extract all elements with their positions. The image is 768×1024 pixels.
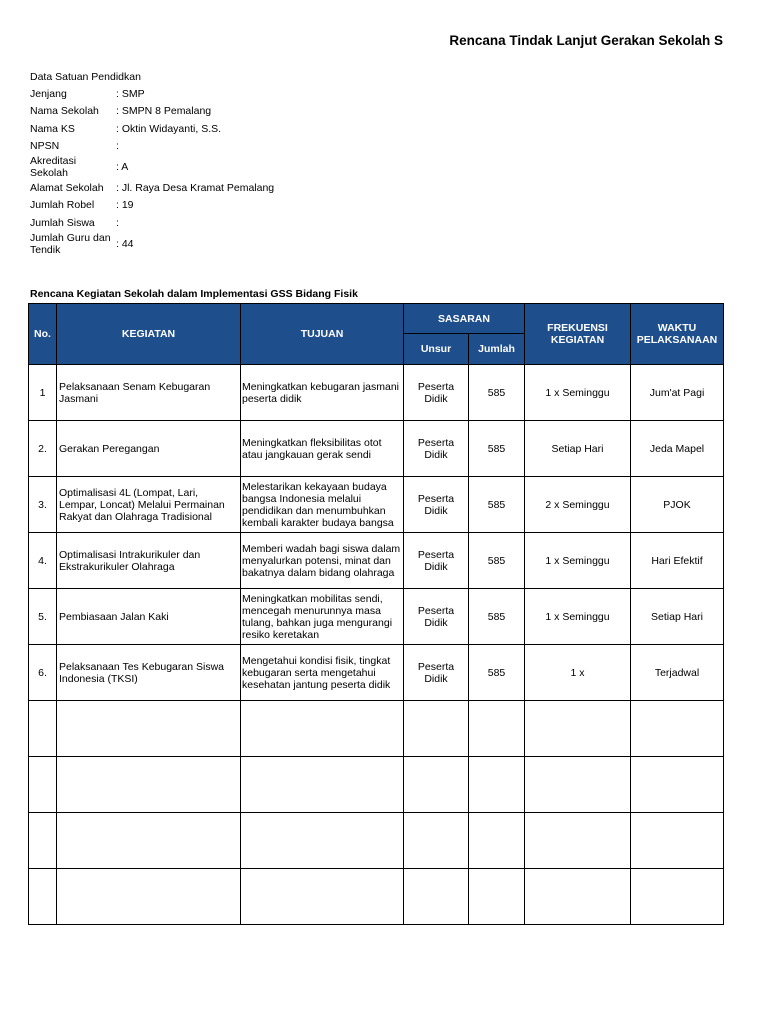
cell-waktu: Terjadwal xyxy=(631,645,724,701)
cell-jumlah: 585 xyxy=(469,421,525,477)
cell-frekuensi: 1 x xyxy=(525,645,631,701)
info-value: : Oktin Widayanti, S.S. xyxy=(116,122,222,135)
cell-kegiatan: Gerakan Peregangan xyxy=(57,421,241,477)
cell-jumlah: 585 xyxy=(469,533,525,589)
table-row xyxy=(29,869,724,925)
header-jumlah: Jumlah xyxy=(469,334,525,365)
header-sasaran: SASARAN xyxy=(404,304,525,334)
cell-waktu xyxy=(631,869,724,925)
info-value: : 44 xyxy=(116,237,134,250)
info-label: Akreditasi Sekolah xyxy=(30,155,77,179)
info-row-jumlah-guru xyxy=(30,232,530,256)
cell-no: 4. xyxy=(29,533,57,589)
cell-tujuan xyxy=(241,869,404,925)
cell-unsur xyxy=(404,757,469,813)
cell-tujuan: Meningkatkan mobilitas sendi, mencegah menurunnya masa tulang, bahkan juga mengurangi resiko keretakan xyxy=(241,589,404,645)
info-label: Jumlah Siswa xyxy=(30,216,95,229)
table-body xyxy=(29,365,724,925)
cell-waktu xyxy=(631,813,724,869)
cell-frekuensi xyxy=(525,813,631,869)
info-value: : xyxy=(116,216,119,229)
cell-no: 3. xyxy=(29,477,57,533)
cell-unsur: Peserta Didik xyxy=(404,365,469,421)
cell-tujuan: Memberi wadah bagi siswa dalam menyalurkan potensi, minat dan bakatnya dalam bidang olahraga xyxy=(241,533,404,589)
school-info-heading: Data Satuan Pendidkan xyxy=(30,71,141,83)
cell-no: 1 xyxy=(29,365,57,421)
cell-tujuan: Melestarikan kekayaan budaya bangsa Indonesia melalui pendidikan dan menumbuhkan kembali karakter budaya bangsa xyxy=(241,477,404,533)
header-waktu: WAKTU PELAKSANAAN xyxy=(631,304,724,365)
header-tujuan: TUJUAN xyxy=(241,304,404,365)
cell-no: 2. xyxy=(29,421,57,477)
info-label: Nama Sekolah xyxy=(30,105,99,118)
table-row xyxy=(29,589,724,645)
info-row-npsn xyxy=(30,138,530,156)
cell-jumlah xyxy=(469,757,525,813)
cell-tujuan xyxy=(241,813,404,869)
cell-tujuan xyxy=(241,757,404,813)
header-unsur: Unsur xyxy=(404,334,469,365)
info-row-jenjang xyxy=(30,85,530,103)
info-label: Jumlah Guru dan Tendik xyxy=(30,231,111,256)
table-row xyxy=(29,477,724,533)
section-title: Rencana Kegiatan Sekolah dalam Implementasi GSS Bidang Fisik xyxy=(30,288,358,300)
info-row-nama-ks xyxy=(30,120,530,138)
info-value: : A xyxy=(116,161,129,173)
cell-waktu: Hari Efektif xyxy=(631,533,724,589)
cell-no xyxy=(29,813,57,869)
cell-no: 6. xyxy=(29,645,57,701)
info-label: Jenjang xyxy=(30,87,67,100)
school-info xyxy=(30,69,530,256)
cell-tujuan xyxy=(241,701,404,757)
cell-frekuensi: 1 x Seminggu xyxy=(525,589,631,645)
cell-waktu: Setiap Hari xyxy=(631,589,724,645)
info-row-alamat xyxy=(30,179,530,197)
info-value: : 19 xyxy=(116,199,134,212)
table-row xyxy=(29,645,724,701)
info-value: : SMP xyxy=(116,87,145,100)
table-row xyxy=(29,421,724,477)
info-value: : xyxy=(116,140,119,153)
cell-frekuensi xyxy=(525,757,631,813)
cell-unsur xyxy=(404,701,469,757)
cell-kegiatan xyxy=(57,757,241,813)
cell-kegiatan: Pelaksanaan Tes Kebugaran Siswa Indonesia (TKSI) xyxy=(57,645,241,701)
cell-frekuensi: 2 x Seminggu xyxy=(525,477,631,533)
cell-kegiatan xyxy=(57,813,241,869)
cell-kegiatan: Pelaksanaan Senam Kebugaran Jasmani xyxy=(57,365,241,421)
cell-jumlah: 585 xyxy=(469,589,525,645)
info-row-nama-sekolah xyxy=(30,103,530,121)
header-frekuensi: FREKUENSI KEGIATAN xyxy=(525,304,631,365)
cell-kegiatan: Optimalisasi 4L (Lompat, Lari, Lempar, Loncat) Melalui Permainan Rakyat dan Olahraga Tradisional xyxy=(57,477,241,533)
cell-waktu: PJOK xyxy=(631,477,724,533)
cell-tujuan: Mengetahui kondisi fisik, tingkat kebugaran serta mengetahui kesehatan jantung peserta didik xyxy=(241,645,404,701)
cell-frekuensi: 1 x Seminggu xyxy=(525,533,631,589)
cell-jumlah xyxy=(469,869,525,925)
header-kegiatan: KEGIATAN xyxy=(57,304,241,365)
cell-jumlah xyxy=(469,701,525,757)
table-row xyxy=(29,757,724,813)
cell-unsur xyxy=(404,869,469,925)
cell-frekuensi xyxy=(525,701,631,757)
cell-kegiatan: Pembiasaan Jalan Kaki xyxy=(57,589,241,645)
cell-waktu xyxy=(631,701,724,757)
cell-no: 5. xyxy=(29,589,57,645)
cell-unsur: Peserta Didik xyxy=(404,421,469,477)
table-header xyxy=(29,304,724,365)
cell-waktu xyxy=(631,757,724,813)
cell-waktu: Jeda Mapel xyxy=(631,421,724,477)
info-row-jumlah-robel xyxy=(30,197,530,215)
document-title: Rencana Tindak Lanjut Gerakan Sekolah S xyxy=(449,33,723,48)
cell-unsur: Peserta Didik xyxy=(404,589,469,645)
cell-frekuensi xyxy=(525,869,631,925)
info-label: Alamat Sekolah xyxy=(30,181,104,194)
activity-plan-table xyxy=(28,303,724,925)
table-row xyxy=(29,813,724,869)
cell-no xyxy=(29,701,57,757)
cell-waktu: Jum'at Pagi xyxy=(631,365,724,421)
cell-no xyxy=(29,869,57,925)
cell-kegiatan xyxy=(57,869,241,925)
cell-unsur: Peserta Didik xyxy=(404,533,469,589)
cell-frekuensi: 1 x Seminggu xyxy=(525,365,631,421)
cell-unsur xyxy=(404,813,469,869)
table-row xyxy=(29,365,724,421)
cell-unsur: Peserta Didik xyxy=(404,645,469,701)
info-row-akreditasi xyxy=(30,155,530,179)
header-no: No. xyxy=(29,304,57,365)
info-label: Nama KS xyxy=(30,122,75,135)
info-row-jumlah-siswa xyxy=(30,214,530,232)
cell-unsur: Peserta Didik xyxy=(404,477,469,533)
table-row xyxy=(29,701,724,757)
cell-kegiatan xyxy=(57,701,241,757)
cell-jumlah: 585 xyxy=(469,645,525,701)
cell-tujuan: Meningkatkan kebugaran jasmani peserta didik xyxy=(241,365,404,421)
cell-tujuan: Meningkatkan fleksibilitas otot atau jangkauan gerak sendi xyxy=(241,421,404,477)
cell-no xyxy=(29,757,57,813)
cell-jumlah xyxy=(469,813,525,869)
info-value: : Jl. Raya Desa Kramat Pemalang xyxy=(116,181,275,194)
cell-frekuensi: Setiap Hari xyxy=(525,421,631,477)
cell-jumlah: 585 xyxy=(469,365,525,421)
cell-kegiatan: Optimalisasi Intrakurikuler dan Ekstrakurikuler Olahraga xyxy=(57,533,241,589)
table-row xyxy=(29,533,724,589)
info-label: Jumlah Robel xyxy=(30,199,95,212)
cell-jumlah: 585 xyxy=(469,477,525,533)
info-label: NPSN xyxy=(30,140,60,153)
info-value: : SMPN 8 Pemalang xyxy=(116,105,212,118)
